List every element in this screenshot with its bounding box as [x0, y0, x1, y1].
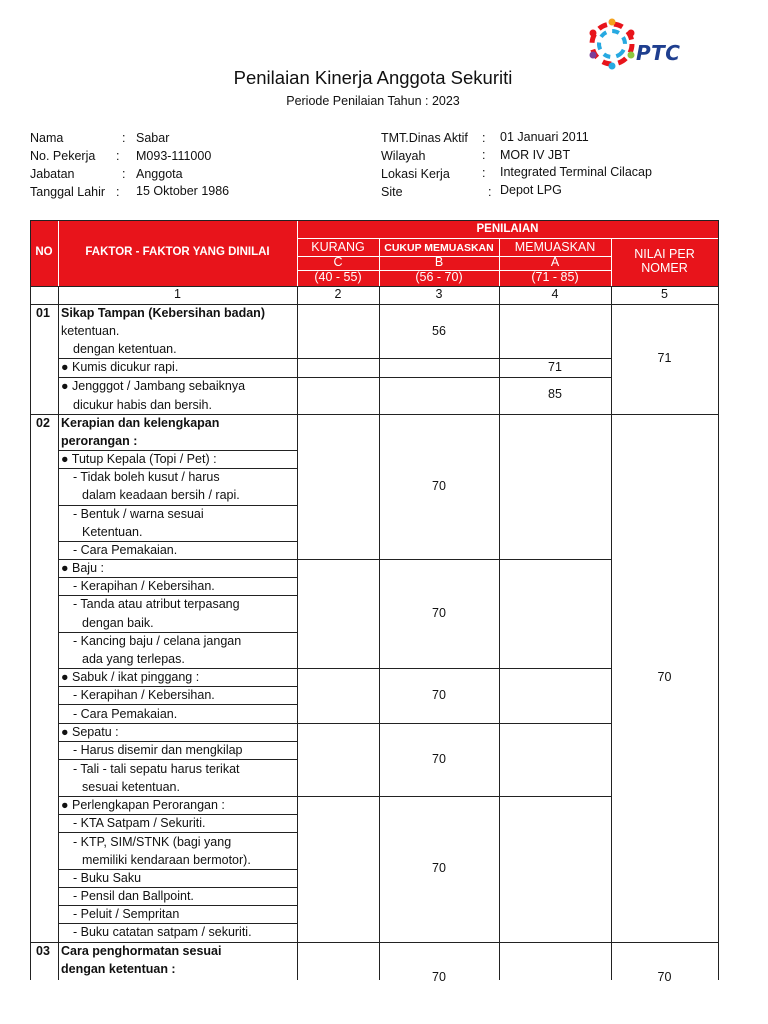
score-cell: 70	[432, 688, 446, 702]
info-label: Tanggal Lahir	[30, 185, 106, 199]
section-title: dengan ketentuan :	[61, 962, 176, 976]
factor-item: - Buku Saku	[73, 871, 142, 885]
factor-item: ● Jengggot / Jambang sebaiknya	[61, 379, 246, 393]
section-total: 70	[657, 670, 672, 684]
factor-item: Ketentuan.	[82, 525, 143, 539]
factor-item: memiliki kendaraan bermotor).	[82, 853, 251, 867]
factor-item: - Harus disemir dan mengkilap	[73, 743, 243, 757]
col-number: 4	[551, 287, 559, 301]
score-cell: 70	[432, 752, 446, 766]
info-colon: :	[482, 166, 486, 180]
factor-item: dalam keadaan bersih / rapi.	[82, 488, 240, 502]
factor-item: - Cara Pemakaian.	[73, 543, 178, 557]
info-label: Lokasi Kerja	[381, 167, 450, 181]
factor-item: - Kancing baju / celana jangan	[73, 634, 242, 648]
factor-item: ● Sabuk / ikat pinggang :	[61, 670, 200, 684]
factor-item: ● Kumis dicukur rapi.	[61, 360, 179, 374]
col-number: 1	[174, 287, 181, 301]
factor-item: - Tanda atau atribut terpasang	[73, 597, 240, 611]
header-no: NO	[35, 246, 53, 258]
col-number: 5	[661, 287, 668, 301]
section-title: perorangan :	[61, 434, 138, 448]
page-subtitle: Periode Penilaian Tahun : 2023	[286, 94, 460, 108]
info-label: TMT.Dinas Aktif	[381, 131, 468, 145]
header-cukup-grade: B	[434, 255, 444, 269]
header-penilaian: PENILAIAN	[476, 223, 539, 235]
info-label: Jabatan	[30, 167, 75, 181]
factor-item: ● Perlengkapan Perorangan :	[61, 798, 225, 812]
factor-item: - Bentuk / warna sesuai	[73, 507, 204, 521]
factor-item: - Kerapihan / Kebersihan.	[73, 688, 215, 702]
header-kurang-grade: C	[333, 255, 343, 269]
section-number: 02	[36, 416, 50, 430]
info-value: M093-111000	[136, 149, 212, 163]
info-value: Integrated Terminal Cilacap	[500, 165, 652, 179]
info-colon: :	[122, 131, 126, 145]
factor-item: - KTA Satpam / Sekuriti.	[73, 816, 206, 830]
score-cell: 85	[548, 387, 562, 401]
factor-item: - Pensil dan Ballpoint.	[73, 889, 194, 903]
header-memuaskan-grade: A	[550, 255, 560, 269]
info-value: Sabar	[136, 131, 170, 145]
info-value: Anggota	[136, 167, 183, 181]
info-value: Depot LPG	[500, 183, 562, 197]
section-title: Kerapian dan kelengkapan	[61, 416, 220, 430]
info-colon: :	[488, 185, 492, 199]
factor-item: ada yang terlepas.	[82, 652, 185, 666]
header-memuaskan-range: (71 - 85)	[531, 270, 579, 284]
info-colon: :	[116, 185, 120, 199]
factor-item: ● Sepatu :	[61, 725, 119, 739]
header-nilai: NILAI PER	[634, 247, 695, 261]
info-value: 15 Oktober 1986	[136, 184, 230, 198]
info-label: Site	[381, 185, 403, 199]
score-cell: 56	[432, 324, 446, 338]
factor-item: dicukur habis dan bersih.	[73, 398, 212, 412]
score-cell: 70	[432, 970, 446, 984]
header-faktor: FAKTOR - FAKTOR YANG DINILAI	[85, 246, 270, 258]
info-label: No. Pekerja	[30, 149, 96, 163]
factor-item: - Tidak boleh kusut / harus	[73, 470, 220, 484]
header-nomer: NOMER	[641, 261, 688, 275]
factor-item: - Cara Pemakaian.	[73, 707, 178, 721]
section-total: 70	[657, 970, 672, 984]
header-cukup: CUKUP MEMUASKAN	[384, 242, 494, 254]
score-cell: 71	[548, 360, 562, 374]
info-value: 01 Januari 2011	[500, 130, 589, 144]
info-label: Wilayah	[381, 149, 426, 163]
info-colon: :	[482, 131, 486, 145]
factor-item: dengan baik.	[82, 616, 154, 630]
section-title: Cara penghormatan sesuai	[61, 944, 222, 958]
factor-item: - KTP, SIM/STNK (bagi yang	[73, 835, 232, 849]
factor-item: ketentuan.	[61, 324, 120, 338]
page-title: Penilaian Kinerja Anggota Sekuriti	[233, 67, 513, 88]
header-kurang: KURANG	[311, 240, 365, 254]
info-colon: :	[122, 167, 126, 181]
logo-text: PTC	[636, 41, 681, 65]
factor-item: - Peluit / Sempritan	[73, 907, 180, 921]
factor-item: ● Tutup Kepala (Topi / Pet) :	[61, 452, 217, 466]
info-colon: :	[116, 149, 120, 163]
factor-item: - Kerapihan / Kebersihan.	[73, 579, 215, 593]
col-number: 3	[435, 287, 443, 301]
section-number: 03	[36, 944, 50, 958]
factor-item: - Tali - tali sepatu harus terikat	[73, 762, 240, 776]
info-label: Nama	[30, 131, 64, 145]
factor-item: sesuai ketentuan.	[82, 780, 180, 794]
header-memuaskan: MEMUASKAN	[514, 240, 596, 254]
factor-item: dengan ketentuan.	[73, 342, 177, 356]
section-title: Sikap Tampan (Kebersihan badan)	[61, 306, 265, 320]
score-cell: 70	[432, 606, 446, 620]
section-number: 01	[36, 306, 50, 320]
info-value: MOR IV JBT	[500, 148, 571, 162]
section-total: 71	[657, 351, 672, 365]
info-colon: :	[482, 148, 486, 162]
score-cell: 70	[432, 861, 446, 875]
header-cukup-range: (56 - 70)	[415, 270, 463, 284]
factor-item: - Buku catatan satpam / sekuriti.	[73, 925, 252, 939]
factor-item: ● Baju :	[61, 561, 104, 575]
score-cell: 70	[432, 479, 446, 493]
col-number: 2	[334, 287, 342, 301]
header-kurang-range: (40 - 55)	[314, 270, 362, 284]
